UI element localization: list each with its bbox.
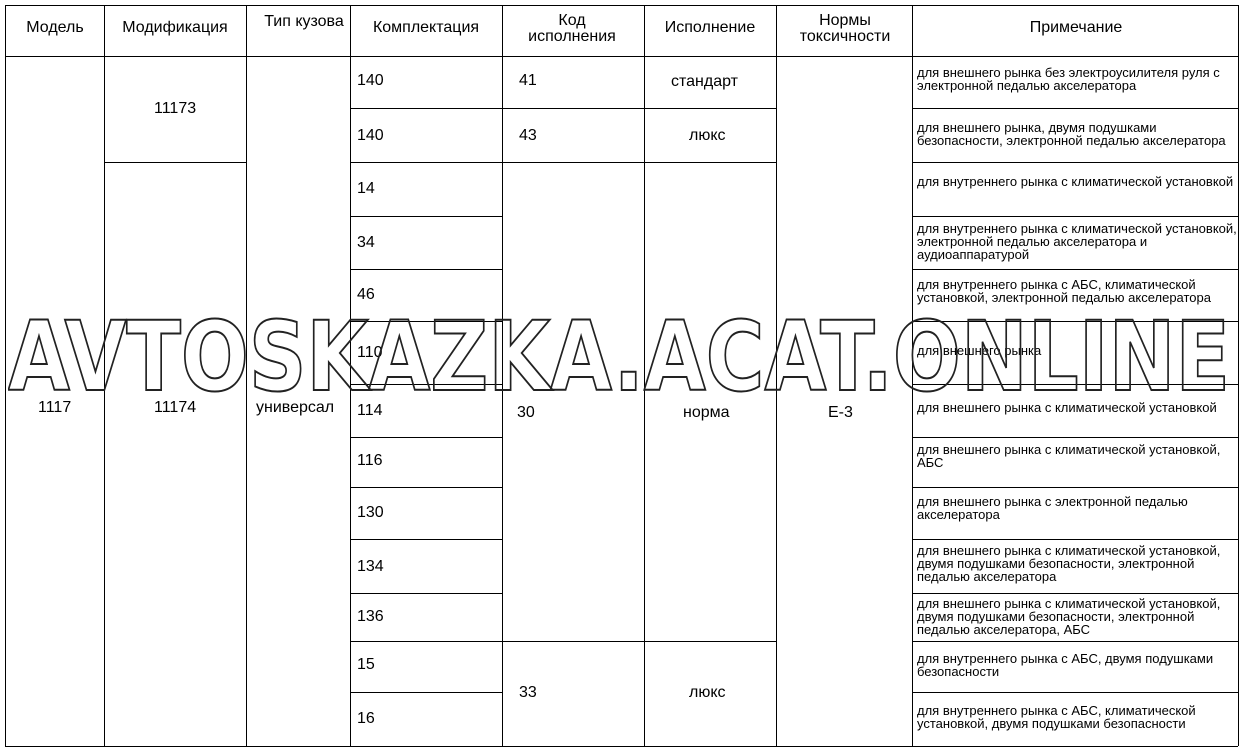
grid-line-h: [350, 269, 502, 270]
grid-line-h: [350, 641, 502, 642]
grid-line-h: [912, 216, 1238, 217]
note-cell: для внешнего рынка, двумя подушками безопасности, электронной педалью акселератора: [917, 120, 1226, 148]
header-version: Исполнение: [664, 19, 756, 36]
body-type-cell: универсал: [256, 399, 335, 416]
code-cell-4: 33: [519, 684, 537, 701]
grid-line-h: [350, 539, 502, 540]
grid-line-h: [912, 437, 1238, 438]
note-cell: для внешнего рынка: [917, 343, 1042, 358]
code-cell-1: 41: [519, 72, 537, 89]
grid-line-h: [5, 5, 1238, 6]
code-cell-3: 30: [517, 404, 535, 421]
note-cell: для внутреннего рынка с АБС, двумя подушками безопасности: [917, 651, 1214, 679]
note-cell: для внешнего рынка с климатической установкой, АБС: [917, 442, 1221, 470]
grid-line-h: [912, 162, 1238, 163]
grid-line-h: [350, 593, 502, 594]
grid-line-h: [350, 692, 502, 693]
version-cell-2: люкс: [689, 127, 726, 144]
trim-cell: 14: [357, 180, 375, 197]
grid-line-v: [776, 5, 777, 746]
grid-line-h: [912, 321, 1238, 322]
grid-line-v: [350, 5, 351, 746]
trim-cell: 140: [357, 127, 384, 144]
version-cell-4: люкс: [689, 684, 726, 701]
version-cell-1: стандарт: [671, 73, 738, 90]
grid-line-h: [350, 162, 502, 163]
trim-cell: 114: [357, 402, 383, 419]
modification-cell-1: 11173: [154, 100, 197, 117]
grid-line-h: [350, 437, 502, 438]
grid-line-v: [502, 5, 503, 746]
grid-line-v: [644, 5, 645, 746]
header-body-type: Тип кузова: [264, 13, 344, 30]
grid-line-v: [5, 5, 6, 746]
code-cell-2: 43: [519, 127, 537, 144]
header-model: Модель: [26, 19, 84, 36]
grid-line-h: [912, 384, 1238, 385]
grid-line-h: [350, 321, 502, 322]
note-cell: для внутреннего рынка с климатической установкой, электронной педалью акселератора и аудиоаппаратурой: [917, 221, 1237, 262]
trim-cell: 130: [357, 504, 384, 521]
trim-cell: 46: [357, 286, 375, 303]
trim-cell: 134: [357, 558, 384, 575]
model-cell: 1117: [38, 399, 72, 416]
grid-line-h: [912, 269, 1238, 270]
header-emission: Нормы токсичности: [799, 12, 891, 45]
note-cell: для внешнего рынка с электронной педалью акселератора: [917, 494, 1188, 522]
modification-cell-2: 11174: [154, 399, 197, 416]
emission-cell: E-3: [828, 404, 853, 421]
note-cell: для внутреннего рынка с АБС, климатической установкой, двумя подушками безопасности: [917, 703, 1196, 731]
grid-line-h: [912, 593, 1238, 594]
grid-line-v: [246, 5, 247, 746]
svg-text:AVTOSKAZKA.ACAT.ONLINE: AVTOSKAZKA.ACAT.ONLINE: [8, 301, 1230, 413]
grid-line-h: [912, 641, 1238, 642]
grid-line-h: [912, 539, 1238, 540]
note-cell: для внутреннего рынка с климатической установкой: [917, 174, 1234, 189]
note-cell: для внешнего рынка с климатической установкой, двумя подушками безопасности, электронной педалью акселератора: [917, 543, 1221, 584]
grid-line-h: [502, 108, 776, 109]
header-note: Примечание: [1029, 19, 1123, 36]
grid-line-h: [350, 216, 502, 217]
header-trim: Комплектация: [372, 19, 480, 36]
grid-line-h: [350, 487, 502, 488]
grid-line-h: [912, 487, 1238, 488]
grid-line-h: [912, 108, 1238, 109]
grid-line-h: [502, 641, 776, 642]
grid-line-h: [104, 162, 246, 163]
trim-cell: 15: [357, 656, 375, 673]
header-version-code: Код исполнения: [528, 12, 616, 45]
note-cell: для внешнего рынка без электроусилителя руля с электронной педалью акселератора: [917, 65, 1220, 93]
grid-line-h: [350, 108, 502, 109]
trim-cell: 110: [357, 344, 383, 361]
trim-cell: 16: [357, 710, 375, 727]
grid-line-h: [5, 56, 1238, 57]
trim-cell: 116: [357, 452, 383, 469]
grid-line-h: [5, 746, 1238, 747]
grid-line-v: [912, 5, 913, 746]
trim-cell: 136: [357, 608, 384, 625]
note-cell: для внешнего рынка с климатической установкой: [917, 400, 1217, 415]
grid-line-h: [502, 162, 776, 163]
grid-line-h: [350, 384, 502, 385]
trim-cell: 34: [357, 234, 375, 251]
grid-line-v: [104, 5, 105, 746]
trim-cell: 140: [357, 72, 384, 89]
note-cell: для внутреннего рынка с АБС, климатической установкой, электронной педалью акселератора: [917, 277, 1211, 305]
note-cell: для внешнего рынка с климатической установкой, двумя подушками безопасности, электронной педалью акселератора, АБС: [917, 596, 1221, 637]
header-modification: Модификация: [122, 19, 228, 36]
version-cell-3: норма: [683, 404, 730, 421]
grid-line-h: [912, 692, 1238, 693]
grid-line-v: [1238, 5, 1239, 746]
